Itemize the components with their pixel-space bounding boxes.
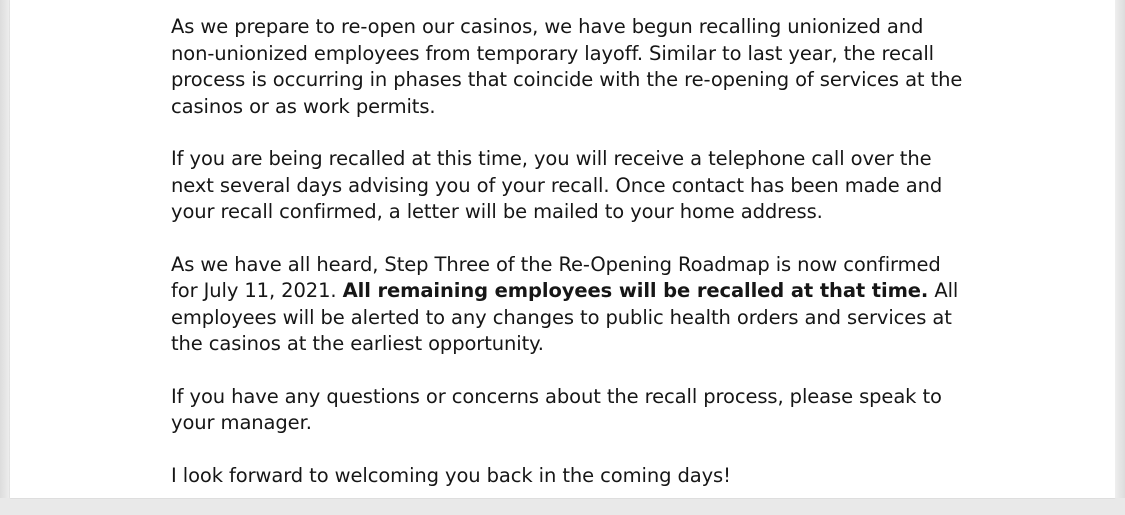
paragraph-telephone-call bbox=[171, 146, 971, 226]
page-edge-right bbox=[1115, 0, 1125, 498]
paragraph-bold-statement: All remaining employees will be recalled at that time. bbox=[342, 279, 929, 302]
paragraph-text-after: All employees will be alerted to any changes to public health orders and services at the casinos at the earliest opportunity. bbox=[171, 279, 959, 355]
letter-body bbox=[171, 14, 971, 515]
paragraph-text-before: As we have all heard, Step Three of the Re-Opening Roadmap is now confirmed for July 11, 2021. bbox=[171, 252, 941, 302]
paragraph-recall-intro bbox=[171, 14, 971, 120]
paragraph-questions bbox=[171, 384, 971, 437]
paragraph-text: I look forward to welcoming you back in the coming days! bbox=[171, 463, 731, 487]
paragraph-text: If you have any questions or concerns about the recall process, please speak to your manager. bbox=[171, 384, 942, 434]
paragraph-text: If you are being recalled at this time, you will receive a telephone call over the next several days advising you of your recall. Once contact has been made and your recall confirmed, a letter will be mailed to your home address. bbox=[171, 147, 943, 223]
page-edge-left bbox=[0, 0, 10, 498]
paragraph-text: As we prepare to re-open our casinos, we have begun recalling unionized and non-unionized employees from temporary layoff. Similar to last year, the recall process is occurring in phases that coincide with the re-opening of services at the casinos or as work permits. bbox=[171, 15, 963, 118]
document-page bbox=[10, 0, 1115, 498]
paragraph-step-three bbox=[171, 252, 971, 358]
paragraph-closing bbox=[171, 463, 971, 490]
